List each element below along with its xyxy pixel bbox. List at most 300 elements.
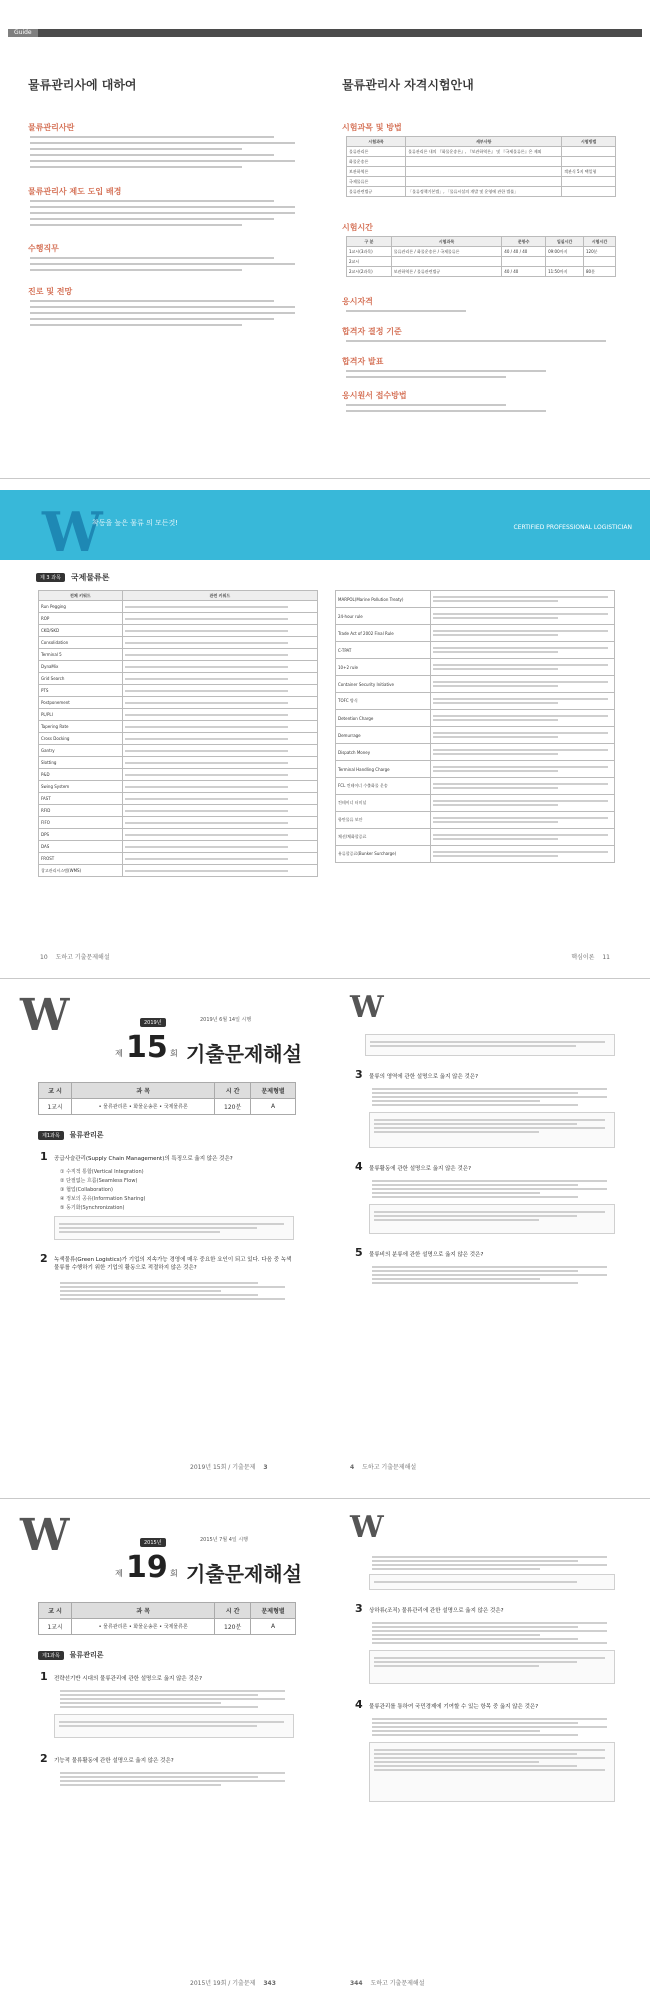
table-row — [39, 853, 318, 865]
keyword-description — [430, 608, 614, 625]
keyword-description — [122, 769, 317, 781]
right-section-body — [346, 310, 466, 312]
question-number: 1 — [40, 1150, 48, 1163]
table-row — [39, 721, 318, 733]
answer-option: ③ 협업(Collaboration) — [60, 1187, 113, 1193]
table-row — [39, 1099, 296, 1115]
keyword-description — [430, 795, 614, 812]
keyword-term: Cross Docking — [39, 733, 123, 745]
tagline: 착동을 높은 물류 의 모든것! — [92, 519, 179, 527]
keyword-term: DPS — [39, 829, 123, 841]
keyword-term: 체선/체화할증료 — [336, 829, 431, 846]
table-row — [336, 659, 615, 676]
keyword-term: Terminal 5 — [39, 649, 123, 661]
year-badge: 2019년 — [140, 1018, 166, 1027]
table-row — [336, 608, 615, 625]
right-section-heading: 시험시간 — [342, 223, 373, 232]
table-cell: 40 / 40 / 40 — [502, 247, 546, 257]
table-cell: 09:00까지 — [546, 247, 584, 257]
table-row — [336, 676, 615, 693]
table-header: 문항수 — [502, 237, 546, 247]
keyword-term: P&D — [39, 769, 123, 781]
table-cell: 80분 — [584, 267, 616, 277]
table-cell: 「물류정책기본법」, 「물류시설의 개발 및 운영에 관한 법률」 — [406, 187, 562, 197]
question-text: 물류활동에 관한 설명으로 옳지 않은 것은? — [369, 1166, 471, 1172]
table-cell — [406, 177, 562, 187]
table-cell: • 물류관리론 • 화물운송론 • 국제물류론 — [72, 1099, 215, 1115]
keyword-term: Dispatch Money — [336, 744, 431, 761]
keyword-term: Trade Act of 2002 Final Rule — [336, 625, 431, 642]
keyword-term: Container Security Initiative — [336, 676, 431, 693]
keyword-term: PTS — [39, 685, 123, 697]
keyword-term: DynaMix — [39, 661, 123, 673]
answer-option: ④ 정보의 공유(Information Sharing) — [60, 1196, 146, 1202]
table-row — [39, 649, 318, 661]
answer-options-block — [372, 1264, 612, 1286]
question-text: 녹색물류(Green Logistics)가 기업의 지속가능 경영에 매우 중요한 요인이 되고 있다. 다음 중 녹색물류를 수행하기 위한 기업의 활동으로 적절하지 않은 것은? — [54, 1257, 292, 1271]
keyword-term: FROST — [39, 853, 123, 865]
keyword-description — [122, 793, 317, 805]
question-number: 5 — [355, 1246, 363, 1259]
table-row — [336, 625, 615, 642]
answer-option: ② 단절없는 흐름(Seamless Flow) — [60, 1178, 138, 1184]
round-number: 15 — [126, 1030, 168, 1065]
table-cell: 보관하역론 — [347, 167, 406, 177]
table-row — [336, 744, 615, 761]
keyword-term: FAST — [39, 793, 123, 805]
year-badge: 2015년 — [140, 1538, 166, 1547]
page-spread-exam-19 — [0, 1510, 650, 2000]
table-header: 시험방법 — [562, 137, 616, 147]
keyword-term: 유류할증료(Bunker Surcharge) — [336, 846, 431, 863]
table-cell — [502, 257, 546, 267]
table-row — [39, 685, 318, 697]
table-row — [39, 841, 318, 853]
explanation-box — [54, 1216, 294, 1240]
keyword-description — [122, 829, 317, 841]
footer-label: 도하고 기출문제해설 — [362, 1464, 417, 1471]
keyword-description — [122, 805, 317, 817]
table-cell: 11:50까지 — [546, 267, 584, 277]
table-row — [39, 661, 318, 673]
table-cell: 1교시(3과목) — [347, 247, 392, 257]
right-section-heading: 응시원서 접수방법 — [342, 391, 407, 400]
footer-label: 2015년 19회 / 기출문제 — [190, 1980, 256, 1987]
keyword-term: Demurrage — [336, 727, 431, 744]
table-cell: 120분 — [215, 1099, 251, 1115]
table-cell: 120분 — [584, 247, 616, 257]
table-cell: 물류관리론 / 화물운송론 / 국제물류론 — [391, 247, 502, 257]
question-text: 기능적 물류활동에 관한 설명으로 옳지 않은 것은? — [54, 1758, 174, 1764]
question-number: 4 — [355, 1160, 363, 1173]
keyword-description — [122, 661, 317, 673]
keyword-term: Gantry — [39, 745, 123, 757]
table-cell — [562, 157, 616, 167]
table-row — [336, 591, 615, 608]
table-cell: 물류관련법규 — [347, 187, 406, 197]
footer-right — [350, 1462, 416, 1471]
table-header: 문제형별 — [251, 1603, 296, 1619]
table-row — [39, 745, 318, 757]
table-header: 교 시 — [39, 1083, 72, 1099]
table-cell — [406, 157, 562, 167]
keyword-description — [122, 817, 317, 829]
table-header: 시험과목 — [391, 237, 502, 247]
keyword-term: 24-hour rule — [336, 608, 431, 625]
w-logo-icon: W — [42, 500, 103, 564]
keyword-description — [430, 659, 614, 676]
table-cell — [406, 167, 562, 177]
table-header: 과 목 — [72, 1083, 215, 1099]
w-logo-icon: W — [350, 1510, 384, 1545]
question-text: 물류비의 분류에 관한 설명으로 옳지 않은 것은? — [369, 1252, 484, 1258]
table-header: 시 간 — [215, 1603, 251, 1619]
table-cell — [562, 187, 616, 197]
keyword-term: Grid Search — [39, 673, 123, 685]
page-number: 344 — [350, 1980, 363, 1987]
keyword-description — [430, 846, 614, 863]
explanation-box — [369, 1742, 615, 1802]
keyword-description — [122, 841, 317, 853]
question-text: 전략선기반 시대의 물류관리에 관한 설명으로 옳지 않은 것은? — [54, 1676, 202, 1682]
table-cell: 화물운송론 — [347, 157, 406, 167]
left-section-body — [30, 300, 295, 326]
keyword-term: FCL 컨테이너 수출화물 운송 — [336, 778, 431, 795]
question-text: 물류의 영역에 관한 설명으로 옳지 않은 것은? — [369, 1074, 479, 1080]
right-section-heading: 합격자 발표 — [342, 357, 384, 366]
table-header: 세부사항 — [406, 137, 562, 147]
keyword-term: MARPOL(Marine Pollution Treaty) — [336, 591, 431, 608]
table-row — [336, 829, 615, 846]
keyword-term: Terminal Handling Charge — [336, 761, 431, 778]
right-section-body — [346, 404, 546, 412]
keyword-description — [122, 685, 317, 697]
keyword-term: 창고관리시스템(WMS) — [39, 865, 123, 877]
keyword-term: Swing System — [39, 781, 123, 793]
keyword-description — [122, 745, 317, 757]
table-row — [39, 1619, 296, 1635]
keyword-term: 항만물류 보안 — [336, 812, 431, 829]
keyword-term: C-TPAT — [336, 642, 431, 659]
question-text: 공급사슬관리(Supply Chain Management)의 특징으로 옳지 않은 것은? — [54, 1156, 233, 1162]
keyword-description — [430, 778, 614, 795]
round-suffix: 회 — [170, 1049, 178, 1058]
keyword-term: ROP — [39, 613, 123, 625]
keyword-description — [430, 744, 614, 761]
table-row — [39, 865, 318, 877]
keyword-term: CKD/SKD — [39, 625, 123, 637]
keyword-description — [122, 709, 317, 721]
keyword-term: FIFO — [39, 817, 123, 829]
table-row — [39, 697, 318, 709]
table-row — [336, 710, 615, 727]
footer-right — [571, 952, 610, 961]
table-header: 입실시간 — [546, 237, 584, 247]
table-cell: 2교시(2과목) — [347, 267, 392, 277]
explanation-box — [365, 1034, 615, 1056]
table-row — [39, 673, 318, 685]
table-row — [347, 157, 616, 167]
footer-right — [350, 1978, 425, 1987]
subject-badge: 제1과목 — [38, 1651, 64, 1660]
answer-option: ① 수직적 통합(Vertical Integration) — [60, 1169, 144, 1175]
table-cell: 40 / 40 — [502, 267, 546, 277]
answer-options-block — [372, 1620, 612, 1646]
page-number: 10 — [40, 954, 48, 961]
subject-name: 물류관리론 — [69, 1651, 104, 1659]
table-row — [39, 637, 318, 649]
keyword-term: RFID — [39, 805, 123, 817]
keyword-table-right — [335, 590, 615, 863]
exam-subjects-table — [346, 136, 616, 197]
page-spread-exam-15 — [0, 990, 650, 1490]
keyword-description — [430, 693, 614, 710]
keyword-description — [122, 601, 317, 613]
keyword-term: 10+2 rule — [336, 659, 431, 676]
table-row — [347, 147, 616, 157]
page-number: 3 — [263, 1464, 268, 1471]
subject-name: 물류관리론 — [69, 1131, 104, 1139]
w-logo-icon: W — [350, 990, 384, 1025]
keyword-term: PL/PLI — [39, 709, 123, 721]
exam-date: 2019년 6월 14일 시행 — [200, 1017, 252, 1023]
footer-left — [190, 1462, 268, 1471]
answer-options-block — [60, 1280, 290, 1302]
keyword-description — [122, 673, 317, 685]
table-cell: 1교시 — [39, 1099, 72, 1115]
table-row — [336, 778, 615, 795]
table-cell — [584, 257, 616, 267]
left-section-heading: 물류관리사 제도 도입 배경 — [28, 187, 122, 196]
keyword-description — [122, 853, 317, 865]
question-number: 3 — [355, 1602, 363, 1615]
answer-option: ⑤ 동기화(Synchronization) — [60, 1205, 125, 1211]
table-row — [39, 793, 318, 805]
w-logo-icon: W — [20, 1510, 70, 1561]
right-page-title: 물류관리사 자격시험안내 — [342, 78, 474, 92]
keyword-table-left — [38, 590, 318, 877]
table-cell: 객관식 5지 택일형 — [562, 167, 616, 177]
table-row — [39, 781, 318, 793]
round-suffix: 회 — [170, 1569, 178, 1578]
table-row — [336, 693, 615, 710]
answer-options-block — [60, 1688, 290, 1710]
page-header-bar — [0, 0, 650, 44]
keyword-description — [122, 865, 317, 877]
table-header: 관련 키워드 — [122, 591, 317, 601]
spread-divider — [0, 1498, 650, 1499]
keyword-description — [430, 676, 614, 693]
left-section-body — [30, 200, 295, 226]
table-cell — [546, 257, 584, 267]
keyword-description — [430, 642, 614, 659]
header-banner — [0, 490, 650, 564]
table-row — [39, 829, 318, 841]
keyword-description — [430, 591, 614, 608]
keyword-description — [430, 625, 614, 642]
table-cell — [562, 147, 616, 157]
footer-left — [40, 952, 110, 961]
cert-label: CERTIFIED PROFESSIONAL LOGISTICIAN — [513, 524, 632, 531]
page-number: 343 — [263, 1980, 276, 1987]
table-row — [336, 795, 615, 812]
keyword-term: Postponement — [39, 697, 123, 709]
right-section-body — [346, 370, 546, 378]
table-row — [39, 601, 318, 613]
table-row — [347, 247, 616, 257]
subject-heading — [38, 1130, 103, 1140]
table-row — [336, 642, 615, 659]
spread-divider — [0, 478, 650, 479]
page-number: 4 — [350, 1464, 355, 1471]
spread-divider — [0, 978, 650, 979]
w-logo-icon: W — [20, 990, 70, 1041]
table-header: 교 시 — [39, 1603, 72, 1619]
subject-heading — [38, 1650, 103, 1660]
keyword-description — [430, 710, 614, 727]
table-header: 전체 키워드 — [39, 591, 123, 601]
table-cell: A — [251, 1099, 296, 1115]
round-prefix: 제 — [115, 1569, 123, 1578]
right-section-heading: 응시자격 — [342, 297, 373, 306]
table-cell: A — [251, 1619, 296, 1635]
exam-info-table — [38, 1082, 296, 1115]
table-row — [39, 769, 318, 781]
left-section-heading: 진로 및 전망 — [28, 287, 73, 296]
question-number: 2 — [40, 1752, 48, 1765]
keyword-term: DAS — [39, 841, 123, 853]
question-text: 물류관리를 통하여 국민경제에 기여할 수 있는 항목 중 옳지 않은 것은? — [369, 1704, 539, 1710]
keyword-term: 컨테이너 터미널 — [336, 795, 431, 812]
table-row — [347, 267, 616, 277]
right-section-heading: 합격자 결정 기준 — [342, 327, 402, 336]
table-row — [39, 709, 318, 721]
answer-options-block — [372, 1554, 612, 1572]
question-number: 2 — [40, 1252, 48, 1265]
table-row — [347, 257, 616, 267]
footer-label: 핵심이론 — [571, 954, 595, 961]
keyword-description — [430, 761, 614, 778]
exam-date: 2015년 7월 4일 시행 — [200, 1537, 249, 1543]
table-header: 구 분 — [347, 237, 392, 247]
table-cell: 2교시 — [347, 257, 392, 267]
table-row — [39, 613, 318, 625]
table-row — [347, 167, 616, 177]
table-cell: • 물류관리론 • 화물운송론 • 국제물류론 — [72, 1619, 215, 1635]
answer-options-block — [372, 1086, 612, 1108]
page-number: 11 — [602, 954, 610, 961]
left-section-heading: 수행직무 — [28, 244, 59, 253]
page-spread-guide — [0, 0, 650, 470]
table-row — [347, 177, 616, 187]
explanation-box — [54, 1714, 294, 1738]
answer-options-block — [60, 1770, 290, 1788]
exam-title: 기출문제해설 — [186, 1042, 302, 1066]
table-row — [336, 846, 615, 863]
round-number: 19 — [126, 1550, 168, 1585]
table-header: 과 목 — [72, 1603, 215, 1619]
question-number: 4 — [355, 1698, 363, 1711]
keyword-description — [122, 625, 317, 637]
footer-label: 2019년 15회 / 기출문제 — [190, 1464, 256, 1471]
keyword-description — [122, 613, 317, 625]
right-section-heading: 시험과목 및 방법 — [342, 123, 402, 132]
footer-label: 도하고 기출문제해설 — [55, 954, 110, 961]
keyword-term: Tapering Rate — [39, 721, 123, 733]
table-header: 문제형별 — [251, 1083, 296, 1099]
round-prefix: 제 — [115, 1049, 123, 1058]
exam-title: 기출문제해설 — [186, 1562, 302, 1586]
keyword-description — [430, 727, 614, 744]
keyword-description — [430, 812, 614, 829]
keyword-term: Slotting — [39, 757, 123, 769]
chapter-heading — [36, 572, 110, 583]
table-cell — [391, 257, 502, 267]
exam-time-table — [346, 236, 616, 277]
keyword-term: Run Pegging — [39, 601, 123, 613]
table-row — [39, 625, 318, 637]
table-cell: 120분 — [215, 1619, 251, 1635]
guide-tag: Guide — [8, 29, 38, 37]
answer-options-block — [372, 1178, 612, 1200]
table-row — [39, 805, 318, 817]
keyword-description — [122, 697, 317, 709]
keyword-description — [122, 781, 317, 793]
table-row — [336, 727, 615, 744]
explanation-box — [369, 1574, 615, 1590]
table-cell — [562, 177, 616, 187]
table-header: 시험과목 — [347, 137, 406, 147]
keyword-term: Detention Charge — [336, 710, 431, 727]
table-cell: 1교시 — [39, 1619, 72, 1635]
footer-left — [190, 1978, 276, 1987]
keyword-description — [122, 733, 317, 745]
table-row — [39, 817, 318, 829]
question-text: 상하류(조직) 물류관리에 관한 설명으로 옳지 않은 것은? — [369, 1608, 504, 1614]
exam-info-table — [38, 1602, 296, 1635]
keyword-description — [122, 757, 317, 769]
right-section-body — [346, 340, 606, 342]
answer-options-block — [372, 1716, 612, 1738]
page-spread-keywords — [0, 490, 650, 970]
table-row — [39, 757, 318, 769]
left-page-title: 물류관리사에 대하여 — [28, 78, 137, 92]
table-row — [347, 187, 616, 197]
chapter-title: 국제물류론 — [70, 573, 110, 582]
table-cell: 물류관리론 — [347, 147, 406, 157]
explanation-box — [369, 1204, 615, 1234]
left-section-body — [30, 257, 295, 271]
subject-badge: 제1과목 — [38, 1131, 64, 1140]
keyword-term: Consolidation — [39, 637, 123, 649]
keyword-description — [122, 637, 317, 649]
keyword-description — [430, 829, 614, 846]
table-header: 시 간 — [215, 1083, 251, 1099]
table-header: 시험시간 — [584, 237, 616, 247]
table-cell: 국제물류론 — [347, 177, 406, 187]
keyword-description — [122, 649, 317, 661]
question-number: 1 — [40, 1670, 48, 1683]
keyword-description — [122, 721, 317, 733]
header-strip — [8, 29, 642, 37]
chapter-badge: 제 3 과목 — [36, 573, 65, 582]
table-row — [39, 733, 318, 745]
table-cell: 물류관리론 내의 『화물운송론』, 『보관하역론』 및 『국제물류론』은 제외 — [406, 147, 562, 157]
left-section-heading: 물류관리사란 — [28, 123, 75, 132]
explanation-box — [369, 1112, 615, 1148]
footer-label: 도하고 기출문제해설 — [370, 1980, 425, 1987]
left-section-body — [30, 136, 295, 168]
